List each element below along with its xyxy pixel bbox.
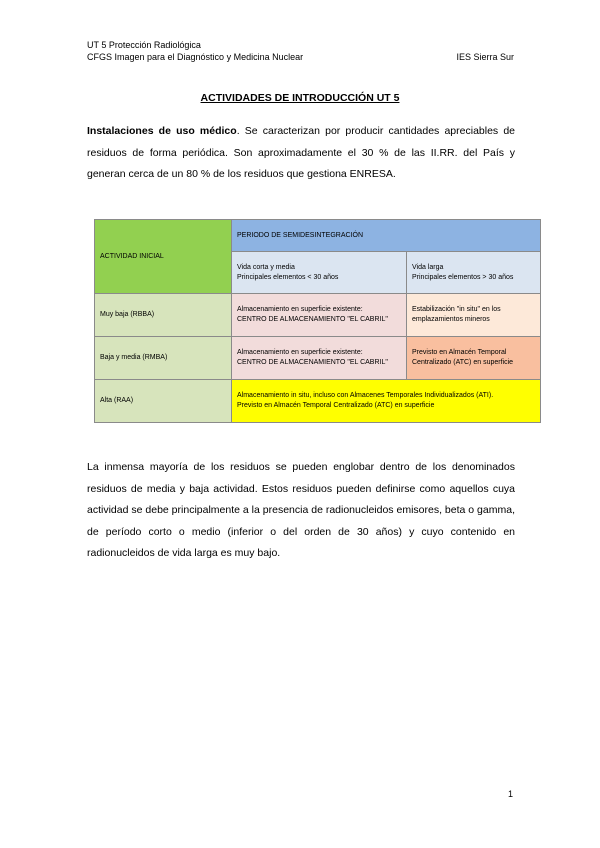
header-course: CFGS Imagen para el Diagnóstico y Medicina Nuclear (87, 52, 304, 62)
cell-text: emplazamientos mineros (412, 316, 490, 323)
header-subject: UT 5 Protección Radiológica (87, 40, 201, 50)
cell-text: Estabilización "in situ" en los (412, 306, 501, 313)
cell-text: Previsto en Almacén Temporal Centralizado (ATC) en superficie (237, 402, 435, 409)
cell-text: Centralizado (ATC) en superficie (412, 359, 514, 366)
cell-raa-merged (232, 380, 541, 423)
cell-rbba-short (232, 294, 407, 337)
cell-text: Almacenamiento in situ, incluso con Almacenes Temporales Individualizados (ATI). (237, 392, 494, 399)
short-life-sub: Principales elementos < 30 años (237, 273, 339, 281)
activity-header: ACTIVIDAD INICIAL (95, 220, 232, 294)
intro-bold: Instalaciones de uso médico (87, 125, 237, 137)
long-life-sub: Principales elementos > 30 años (412, 273, 514, 281)
long-life-label: Vida larga (412, 263, 444, 271)
header-school: IES Sierra Sur (456, 52, 514, 62)
cell-text: Previsto en Almacén Temporal (412, 349, 507, 356)
cell-text: CENTRO DE ALMACENAMIENTO "EL CABRIL" (237, 359, 388, 366)
cell-rmba-long (407, 337, 541, 380)
body-paragraph: La inmensa mayoría de los residuos se pueden englobar dentro de los denominados residuos de media y baja actividad. Estos residuos pueden definirse como aquellos cuya actividad se debe principalmente a la presencia de radionucleidos emisores, beta o gamma, de período corto o medio (inferior o del orden de 30 años) y cuyo contenido en radionucleidos de vida larga es muy bajo. (87, 461, 515, 559)
cell-rbba-long (407, 294, 541, 337)
waste-table (94, 219, 541, 423)
cell-text: CENTRO DE ALMACENAMIENTO "EL CABRIL" (237, 316, 388, 323)
intro-paragraph (87, 121, 515, 186)
page-title: ACTIVIDADES DE INTRODUCCIÓN UT 5 (200, 92, 400, 104)
short-life-header (232, 252, 407, 294)
period-header: PERIODO DE SEMIDESINTEGRACIÓN (232, 220, 541, 252)
page-number: 1 (508, 789, 514, 799)
cell-rmba-short (232, 337, 407, 380)
row-label-rmba: Baja y media (RMBA) (95, 337, 232, 380)
row-label-raa: Alta (RAA) (95, 380, 232, 423)
long-life-header (407, 252, 541, 294)
intro-text: . Se caracterizan por producir cantidades apreciables de residuos de forma periódica. Son aproximadamente el 30 % de las II.RR. del País y generan cerca de un 80 % de los residuos que gestiona ENRESA. (87, 125, 515, 180)
cell-text: Almacenamiento en superficie existente: (237, 306, 363, 313)
row-label-rbba: Muy baja (RBBA) (95, 294, 232, 337)
cell-text: Almacenamiento en superficie existente: (237, 349, 363, 356)
short-life-label: Vida corta y media (237, 263, 295, 271)
